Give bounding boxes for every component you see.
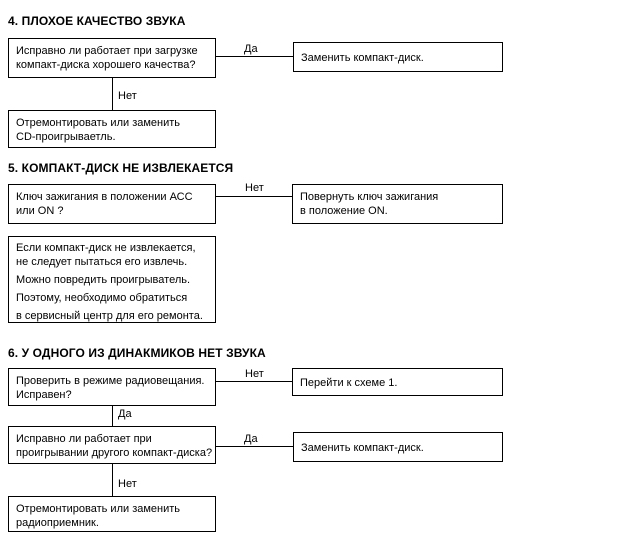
s6-q2-no-action-box [8, 496, 216, 532]
s4-no-label: Нет [118, 90, 137, 102]
s5-no-action-box [292, 184, 503, 224]
s6-q1-line-2: Исправен? [16, 389, 72, 401]
s6-q2-line-1: Исправно ли работает при [16, 433, 152, 445]
s6-q1-yes-label: Да [118, 408, 132, 420]
s6-q2-yes-label: Да [244, 433, 258, 445]
s5-question-box [8, 184, 216, 224]
s4-yes-label: Да [244, 43, 258, 55]
s4-no-action-box [8, 110, 216, 148]
s5-no-action-line-1: Повернуть ключ зажигания [300, 191, 439, 203]
s6-q2-no-connector [112, 464, 113, 496]
s6-q1-no-action-text: Перейти к схеме 1. [300, 377, 398, 389]
s6-q2-yes-action-box [293, 432, 503, 462]
s6-q1-yes-connector [112, 406, 113, 426]
s5-question-line-1: Ключ зажигания в положении АСС [16, 191, 193, 203]
s6-q2-no-action-line-2: радиоприемник. [16, 517, 99, 529]
s5-yes-action-line-3: Можно повредить проигрыватель. [16, 274, 191, 286]
section-4-title: 4. ПЛОХОЕ КАЧЕСТВО ЗВУКА [8, 14, 186, 28]
s5-yes-action-line-4: Поэтому, необходимо обратиться [16, 292, 188, 304]
s6-q1-no-label: Нет [245, 368, 264, 380]
s4-no-connector [112, 78, 113, 110]
s6-q2-line-2: проигрывании другого компакт-диска? [16, 447, 213, 459]
s6-q2-no-action-line-1: Отремонтировать или заменить [16, 503, 181, 515]
s6-q2-yes-action-text: Заменить компакт-диск. [301, 442, 424, 454]
s5-question-line-2: или ON ? [16, 205, 64, 217]
section-5-title: 5. КОМПАКТ-ДИСК НЕ ИЗВЛЕКАЕТСЯ [8, 161, 234, 175]
s6-q2-no-label: Нет [118, 478, 137, 490]
s6-q1-no-connector [216, 381, 292, 382]
s4-yes-action-text: Заменить компакт-диск. [301, 52, 424, 64]
s5-yes-action-box [8, 236, 216, 323]
s5-no-label: Нет [245, 182, 264, 194]
s5-no-connector [216, 196, 292, 197]
s5-yes-action-line-2: не следует пытаться его извлечь. [16, 256, 188, 268]
s4-question-line-1: Исправно ли работает при загрузке [16, 45, 198, 57]
s6-q2-box [8, 426, 216, 464]
s5-no-action-line-2: в положение ON. [300, 205, 388, 217]
s4-yes-action-box [293, 42, 503, 72]
s6-q1-no-action-box [292, 368, 503, 396]
section-6-title: 6. У ОДНОГО ИЗ ДИНАКМИКОВ НЕТ ЗВУКА [8, 346, 266, 360]
s6-q1-box [8, 368, 216, 406]
s4-no-action-line-1: Отремонтировать или заменить [16, 117, 181, 129]
s5-yes-action-line-1: Если компакт-диск не извлекается, [16, 242, 196, 254]
s4-question-box [8, 38, 216, 78]
s5-yes-action-line-5: в сервисный центр для его ремонта. [16, 310, 203, 322]
s4-no-action-line-2: CD-проигрываетль. [16, 131, 116, 143]
s4-question-line-2: компакт-диска хорошего качества? [16, 59, 196, 71]
s6-q2-yes-connector [216, 446, 293, 447]
s4-yes-connector [216, 56, 293, 57]
s6-q1-line-1: Проверить в режиме радиовещания. [16, 375, 205, 387]
